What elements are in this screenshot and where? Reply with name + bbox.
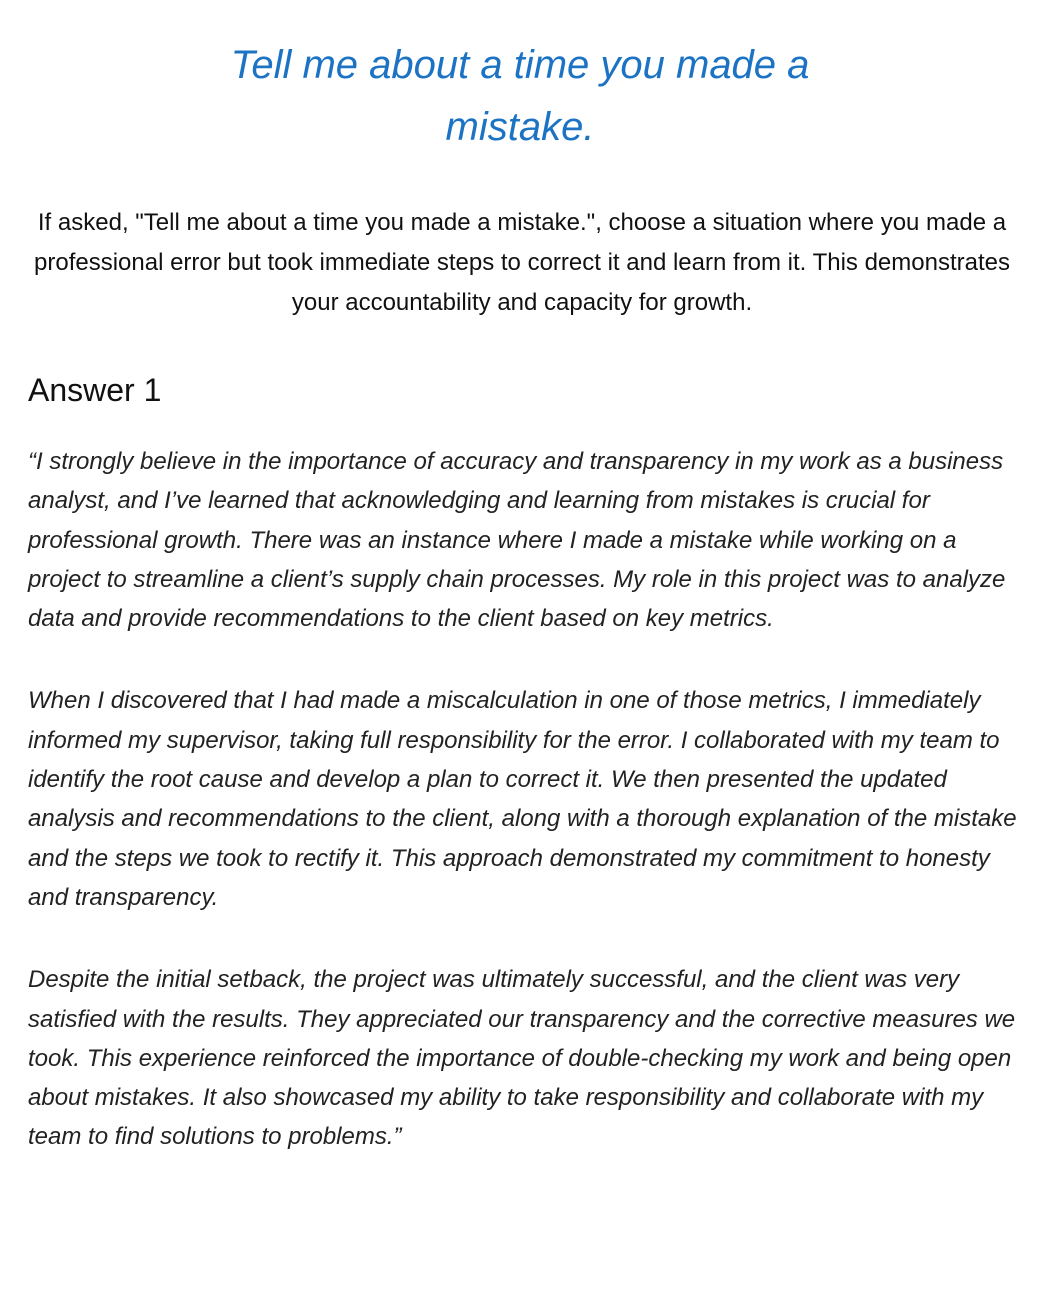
page-title: Tell me about a time you made a mistake. — [230, 43, 810, 149]
answer-paragraph-1: “I strongly believe in the importance of accuracy and transparency in my work as a business analyst, and I’ve learned that acknowledging and learning from mistakes is crucial for professional growth. There was an instance where I made a mistake while working on a project to streamline a client’s supply chain processes. My role in this project was to analyze data and provide recommendations to the client based on key metrics. — [28, 448, 1006, 633]
answer-heading: Answer 1 — [28, 372, 162, 408]
answer-body — [28, 442, 1028, 1200]
answer-paragraph-3: Despite the initial setback, the project was ultimately successful, and the client was very satisfied with the results. They appreciated our transparency and the corrective measures we took. This experience reinforced the importance of double-checking my work and being open about mistakes. It also showcased my ability to take responsibility and collaborate with my team to find solutions to problems.” — [28, 966, 1016, 1151]
answer-paragraph-2: When I discovered that I had made a miscalculation in one of those metrics, I immediately informed my supervisor, taking full responsibility for the error. I collaborated with my team to identify the root cause and develop a plan to correct it. We then presented the updated analysis and recommendations to the client, along with a thorough explanation of the mistake and the steps we took to rectify it. This approach demonstrated my commitment to honesty and transparency. — [28, 687, 1017, 911]
intro-paragraph: If asked, "Tell me about a time you made a mistake.", choose a situation where you made a professional error but took immediate steps to correct it and learn from it. This demonstrates your accountability and capacity for growth. — [34, 209, 1010, 316]
